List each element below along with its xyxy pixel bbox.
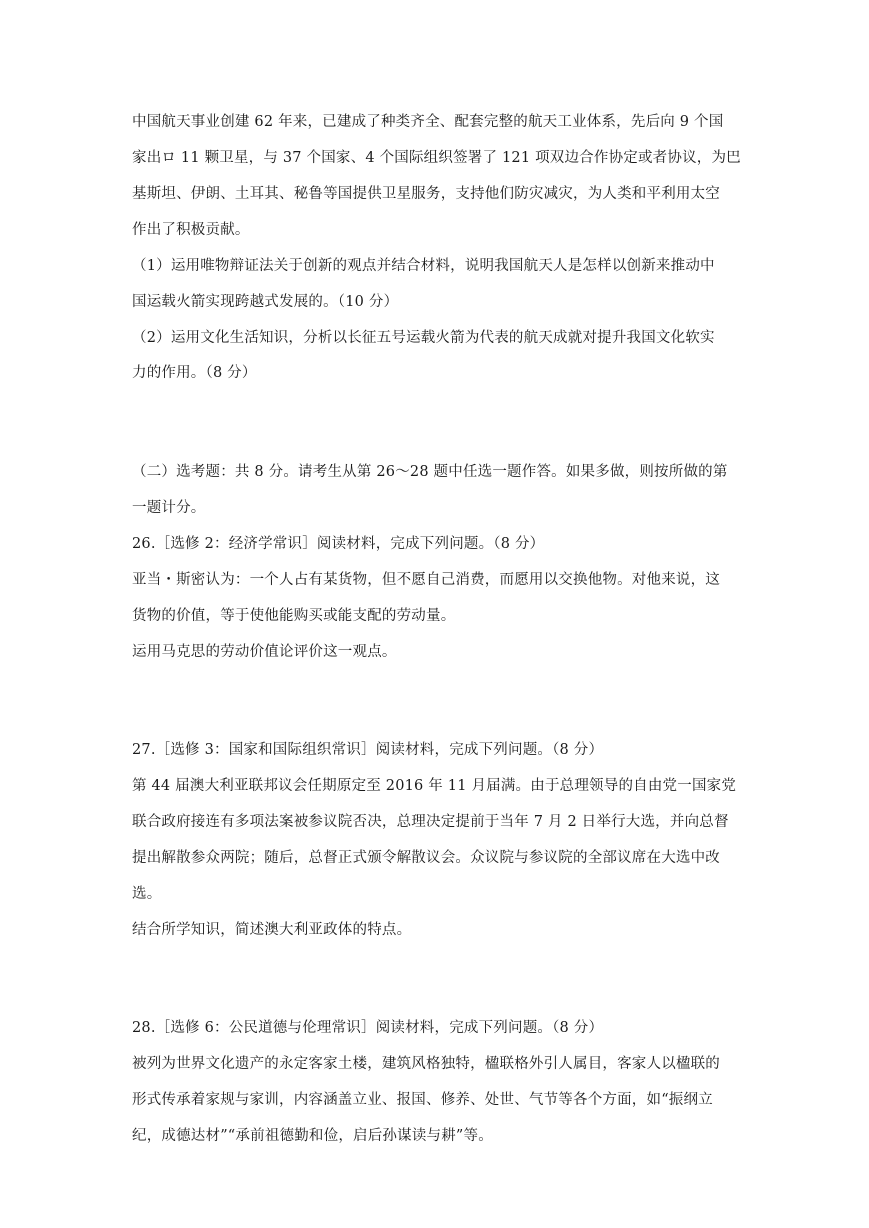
- elective-intro-line: （二）选考题：共 8 分。请考生从第 26～28 题中任选一题作答。如果多做，则按所做的第: [132, 464, 728, 480]
- q26-task: 运用马克思的劳动价值论评价这一观点。: [132, 644, 397, 660]
- elective-intro-line: 一题计分。: [132, 500, 206, 516]
- question-1-line: 国运载火箭实现跨越式发展的。（10 分）: [132, 294, 399, 310]
- material-line: 基斯坦、伊朗、土耳其、秘鲁等国提供卫星服务，支持他们防灾减灾，为人类和平利用太空: [132, 186, 720, 202]
- q28-material-line: 纪，成德达材”“承前祖德勤和俭，启后孙谋读与耕”等。: [132, 1128, 493, 1144]
- material-line: 家出ロ 11 颗卫星，与 37 个国家、4 个国际组织签署了 121 项双边合作协定或者协议，为巴: [132, 150, 741, 166]
- q27-material-line: 选。: [132, 886, 162, 902]
- q26-material-line: 货物的价值，等于使他能购买或能支配的劳动量。: [132, 608, 456, 624]
- q27-heading: 27.［选修 3：国家和国际组织常识］阅读材料，完成下列问题。（8 分）: [132, 742, 604, 758]
- q27-material-line: 第 44 届澳大利亚联邦议会任期原定至 2016 年 11 月届满。由于总理领导的自由党一国家党: [132, 778, 737, 794]
- question-2-line: 力的作用。（8 分）: [132, 365, 257, 381]
- q26-material-line: 亚当・斯密认为：一个人占有某货物，但不愿自己消费，而愿用以交换他物。对他来说，这: [132, 572, 720, 588]
- material-line: 作出了积极贡献。: [132, 222, 250, 238]
- material-line: 中国航天事业创建 62 年来，已建成了种类齐全、配套完整的航天工业体系，先后向 9 个国: [132, 114, 724, 130]
- q26-heading: 26.［选修 2：经济学常识］阅读材料，完成下列问题。（8 分）: [132, 536, 545, 552]
- question-1-line: （1）运用唯物辩证法关于创新的观点并结合材料，说明我国航天人是怎样以创新来推动中: [132, 258, 715, 274]
- q27-material-line: 提出解散参众两院；随后，总督正式颁令解散议会。众议院与参议院的全部议席在大选中改: [132, 850, 720, 866]
- q28-material-line: 形式传承着家规与家训，内容涵盖立业、报国、修养、处世、气节等各个方面，如“振纲立: [132, 1092, 713, 1108]
- q27-material-line: 联合政府接连有多项法案被参议院否决，总理决定提前于当年 7 月 2 日举行大选，并向总督: [132, 814, 729, 830]
- q28-material-line: 被列为世界文化遗产的永定客家土楼，建筑风格独特，楹联格外引人属目，客家人以楹联的: [132, 1056, 720, 1072]
- question-2-line: （2）运用文化生活知识，分析以长征五号运载火箭为代表的航天成就对提升我国文化软实: [132, 330, 715, 346]
- q27-task: 结合所学知识，简述澳大利亚政体的特点。: [132, 922, 412, 938]
- q28-heading: 28.［选修 6：公民道德与伦理常识］阅读材料，完成下列问题。（8 分）: [132, 1020, 604, 1036]
